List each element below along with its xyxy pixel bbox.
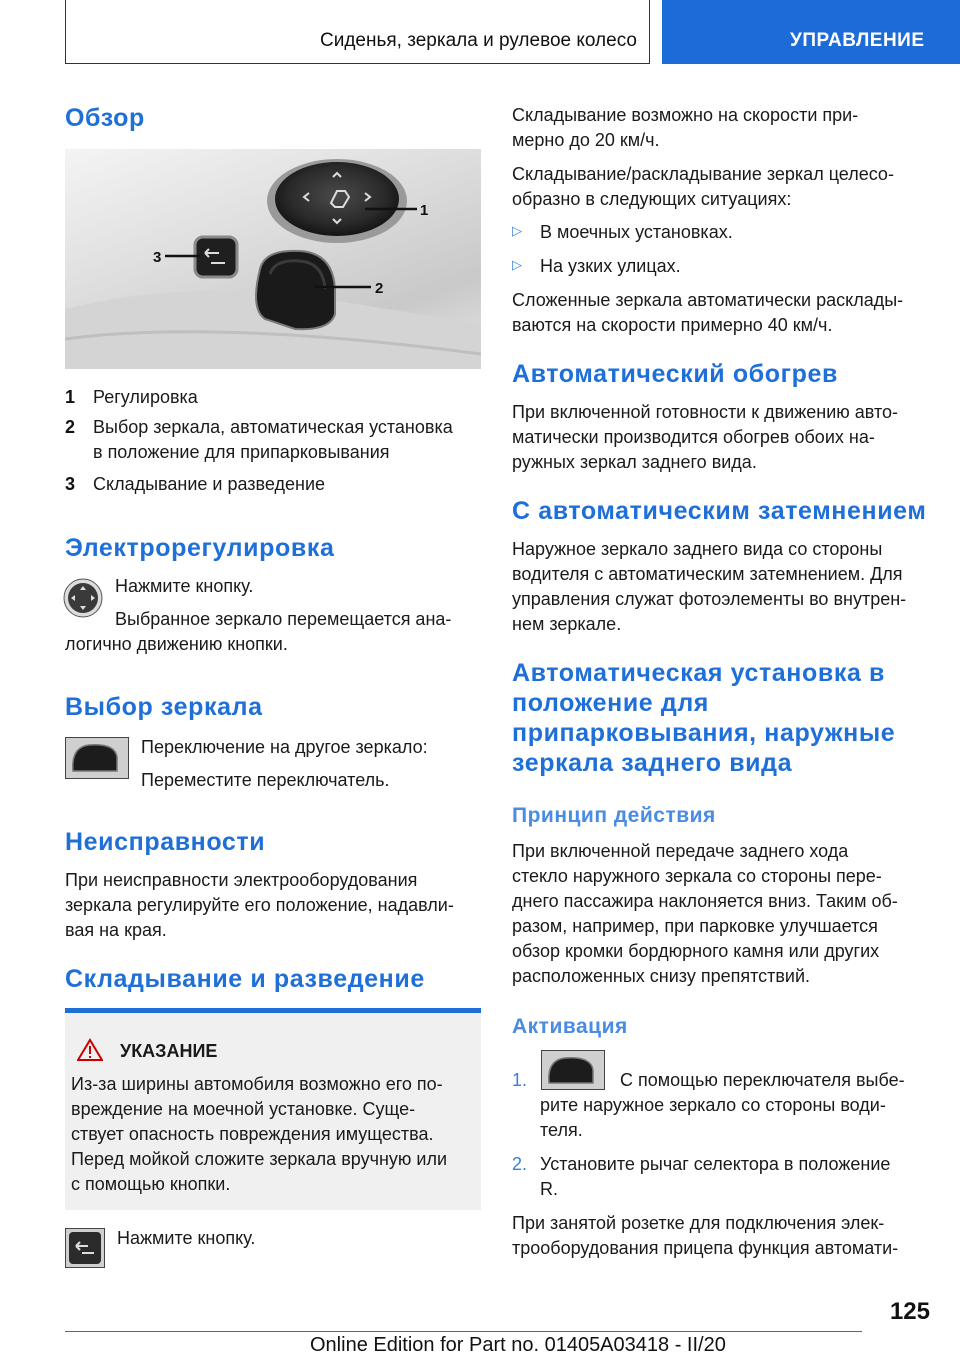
heat-text: ружных зеркал заднего вида. [512, 452, 757, 472]
principle-text: расположенных снизу препятствий. [512, 966, 811, 986]
principle-text: обзор кромки бордюрного камня или других [512, 941, 880, 961]
intro-text: Складывание/раскладывание зеркал целесо- [512, 164, 894, 184]
electro-text: Нажмите кнопку. [115, 576, 254, 596]
legend-num: 3 [65, 474, 76, 494]
callout-1: 1 [420, 202, 429, 219]
fold-title: Складывание и разведение [65, 965, 425, 993]
activation-title: Активация [512, 1015, 628, 1038]
step-number: 2. [512, 1154, 528, 1174]
step-text: С помощью переключателя выбе- [620, 1070, 905, 1090]
step-text: теля. [540, 1120, 583, 1140]
step-text: Установите рычаг селектора в положение [540, 1154, 891, 1174]
footer-edition: Online Edition for Part no. 01405A03418 - II/20 [310, 1334, 726, 1356]
park-title: припарковывания, наружные [512, 719, 896, 747]
fault-title: Неисправности [65, 828, 266, 856]
mirror-switch-icon [541, 1050, 605, 1090]
step-text: рите наружное зеркало со стороны води- [540, 1095, 886, 1115]
heat-text: матически производится обогрев обоих на- [512, 427, 875, 447]
warning-text: вреждение на моечной установке. Суще- [71, 1099, 416, 1119]
footer-divider [65, 1331, 862, 1332]
warning-text: ствует опасность повреждения имущества. [71, 1124, 434, 1144]
bullet-marker-icon: ▷ [512, 223, 522, 238]
principle-text: При включенной передаче заднего хода [512, 841, 849, 861]
trailer-text: трооборудования прицепа функция автомати- [512, 1238, 899, 1258]
trailer-text: При занятой розетке для подключения элек- [512, 1213, 885, 1233]
fault-text: вая на края. [65, 920, 167, 940]
warning-text: Перед мойкой сложите зеркала вручную или [71, 1149, 447, 1169]
step-number: 1. [512, 1070, 528, 1090]
electro-text: логично движению кнопки. [65, 634, 288, 654]
intro-text: Складывание возможно на скорости при- [512, 105, 859, 125]
mirror-controls-photo [65, 149, 481, 369]
dim-text: нем зеркале. [512, 614, 622, 634]
warning-label: УКАЗАНИЕ [120, 1041, 218, 1061]
principle-text: днего пассажира наклоняется вниз. Таким об- [512, 891, 898, 911]
warning-text: с помощью кнопки. [71, 1174, 231, 1194]
joystick-button-icon [63, 578, 103, 618]
legend-text: в положение для припарковывания [93, 442, 390, 462]
warning-text: Из-за ширины автомобиля возможно его по- [71, 1074, 443, 1094]
principle-text: разом, например, при парковке улучшается [512, 916, 878, 936]
unfold-text: Сложенные зеркала автоматически расклады- [512, 290, 904, 310]
electro-title: Электрорегулировка [65, 534, 335, 562]
intro-text: образно в следующих ситуациях: [512, 189, 792, 209]
legend-text: Складывание и разведение [93, 474, 326, 494]
heat-text: При включенной готовности к движению авто- [512, 402, 899, 422]
unfold-text: ваются на скорости примерно 40 км/ч. [512, 315, 833, 335]
select-title: Выбор зеркала [65, 693, 263, 721]
header-frame [65, 0, 650, 64]
warning-triangle-icon [77, 1038, 103, 1062]
park-title: положение для [512, 689, 709, 717]
electro-text: Выбранное зеркало перемещается ана- [115, 609, 452, 629]
legend-num: 2 [65, 417, 76, 437]
dim-text: водителя с автоматическим затемнением. Для [512, 564, 903, 584]
overview-title: Обзор [65, 104, 145, 132]
legend-text: Выбор зеркала, автоматическая установка [93, 417, 453, 437]
header-chapter-tab[interactable]: УПРАВЛЕНИЕ [662, 0, 960, 64]
legend-text: Регулировка [93, 387, 198, 407]
bullet-text: На узких улицах. [540, 256, 681, 276]
page-number: 125 [889, 1298, 930, 1325]
fault-text: При неисправности электрооборудования [65, 870, 418, 890]
bullet-text: В моечных установках. [540, 222, 733, 242]
park-title: зеркала заднего вида [512, 749, 793, 777]
dim-title: С автоматическим затемнением [512, 497, 927, 525]
mirror-controls-illustration [65, 149, 481, 369]
select-text: Переместите переключатель. [141, 770, 390, 790]
intro-text: мерно до 20 км/ч. [512, 130, 660, 150]
select-text: Переключение на другое зеркало: [141, 737, 428, 757]
fold-button-icon [65, 1228, 105, 1268]
callout-2: 2 [375, 280, 384, 297]
header-section-title: Сиденья, зеркала и рулевое колесо [320, 30, 637, 51]
legend-num: 1 [65, 387, 76, 407]
warning-box [65, 1008, 481, 1210]
park-title: Автоматическая установка в [512, 659, 885, 687]
mirror-switch-icon [65, 737, 129, 779]
bullet-marker-icon: ▷ [512, 257, 522, 272]
dim-text: управления служат фотоэлементы во внутрен- [512, 589, 907, 609]
fault-text: зеркала регулируйте его положение, надавли- [65, 895, 454, 915]
principle-title: Принцип действия [512, 804, 716, 827]
press-button-text: Нажмите кнопку. [117, 1228, 256, 1248]
principle-text: стекло наружного зеркала со стороны пере- [512, 866, 882, 886]
callout-3: 3 [153, 249, 162, 266]
heat-title: Автоматический обогрев [512, 360, 838, 388]
step-text: R. [540, 1179, 558, 1199]
dim-text: Наружное зеркало заднего вида со стороны [512, 539, 883, 559]
